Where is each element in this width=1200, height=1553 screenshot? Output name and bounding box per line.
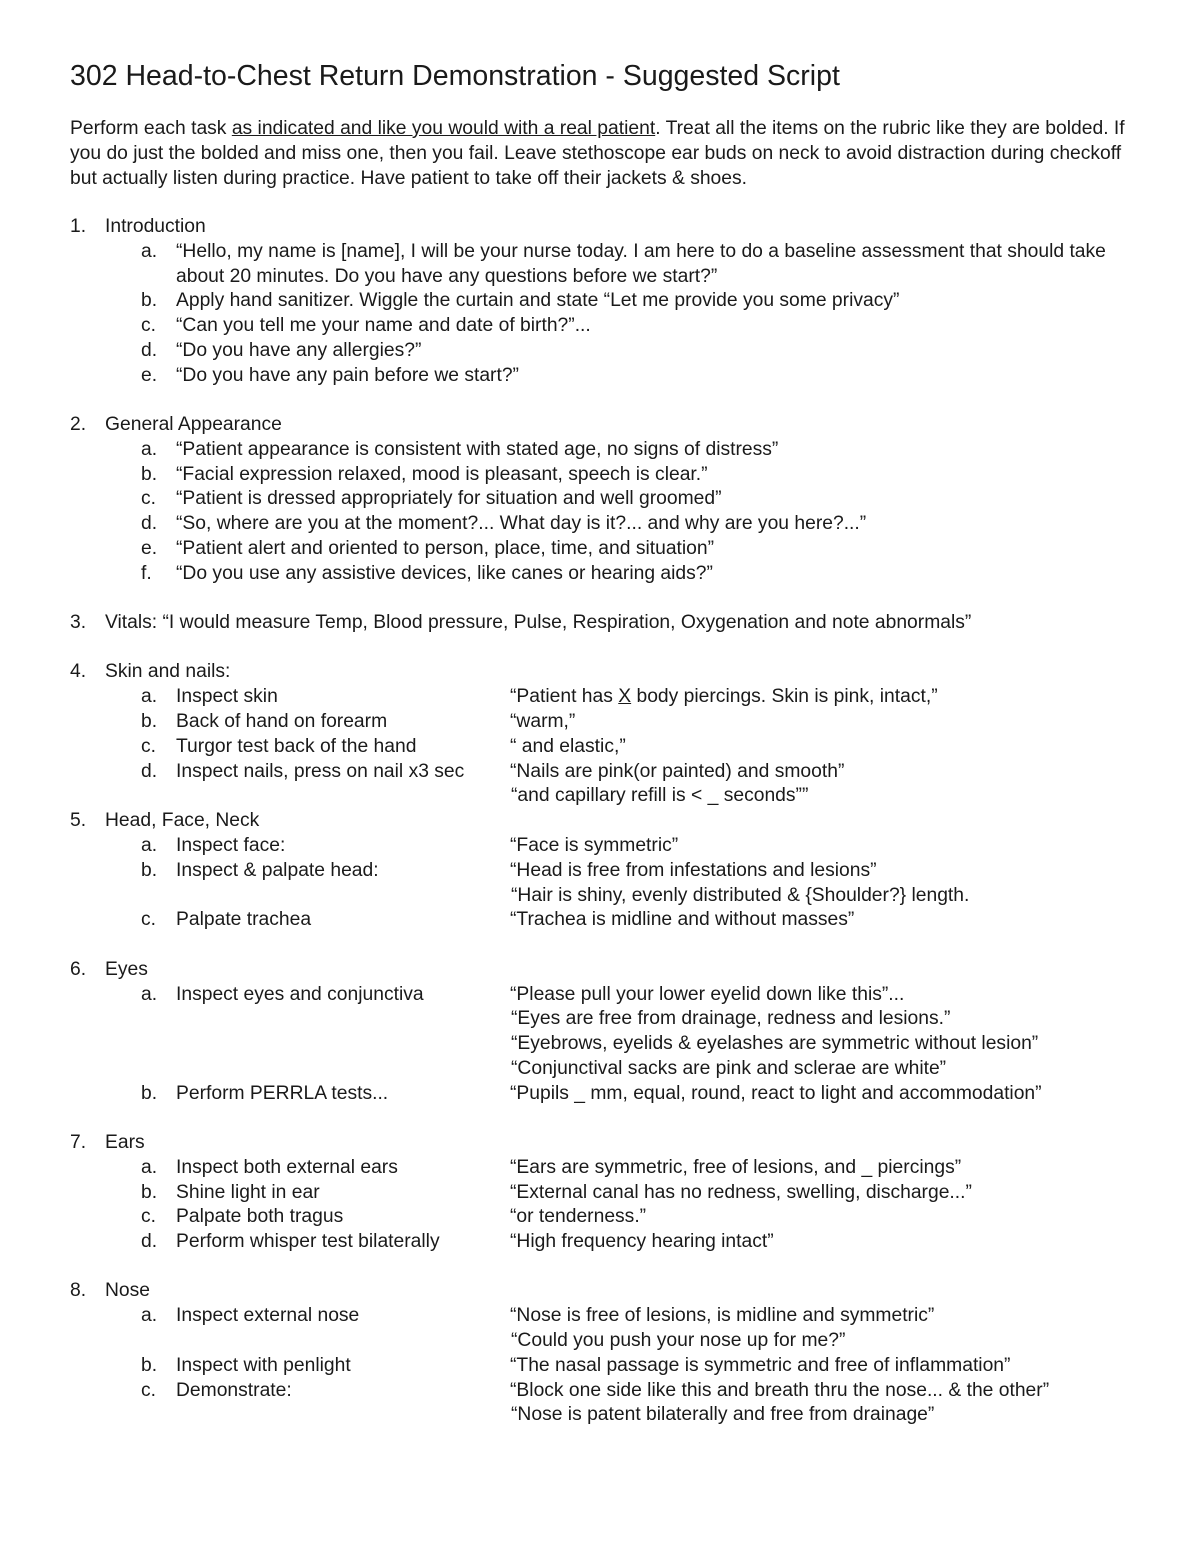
continuation-line: “Eyebrows, eyelids & eyelashes are symmetric without lesion” [511, 1033, 1039, 1055]
list-item: d. “Do you have any allergies?” [141, 339, 422, 361]
list-item: b. Apply hand sanitizer. Wiggle the curtain and state “Let me provide you some privacy” [141, 290, 900, 312]
table-row: a. Inspect external nose “Nose is free of lesions, is midline and symmetric” [141, 1305, 935, 1327]
table-row: c. Palpate trachea “Trachea is midline and without masses” [141, 909, 855, 931]
section-head-face-neck: 5. Head, Face, Neck a. Inspect face: “Face is symmetric” b. Inspect & palpate head: “Head is free from infestations and lesions” “Hair is shiny, evenly distributed & {Shoulder?} length. c. Palpate trachea “Trachea is midline and without masses” [70, 809, 1140, 933]
section-heading: Ears [105, 1132, 145, 1153]
continuation-line: “Conjunctival sacks are pink and sclerae are white” [511, 1057, 947, 1079]
list-item: a. “Hello, my name is [name], I will be your nurse today. I am here to do a baseline assessment that should take about 20 minutes. Do you have any questions before we start?” [141, 240, 1106, 287]
table-row: a. Inspect both external ears “Ears are symmetric, free of lesions, and _ piercings” [141, 1156, 962, 1178]
list-item: e. “Patient alert and oriented to person, place, time, and situation” [141, 538, 715, 560]
list-item: a. “Patient appearance is consistent with stated age, no signs of distress” [141, 438, 779, 460]
table-row: b. Shine light in ear “External canal has no redness, swelling, discharge...” [141, 1181, 972, 1203]
table-row: b. Perform PERRLA tests... “Pupils _ mm, equal, round, react to light and accommodation” [141, 1082, 1042, 1104]
continuation-line: “Nose is patent bilaterally and free from drainage” [511, 1404, 935, 1426]
list-item: e. “Do you have any pain before we start?” [141, 364, 519, 386]
section-nose: 8. Nose a. Inspect external nose “Nose is free of lesions, is midline and symmetric” “Could you push your nose up for me?” b. Inspect with penlight “The nasal passage is symmetric and free of inflammation” c. Demonstrate: “Block one side like this and breath thru the nose... & the other” “Nose is patent bilaterally and free from drainage” [70, 1279, 1140, 1428]
section-heading: Skin and nails: [105, 661, 231, 683]
list-item: b. “Facial expression relaxed, mood is pleasant, speech is clear.” [141, 463, 708, 485]
section-general-appearance: 2. General Appearance a. “Patient appearance is consistent with stated age, no signs of distress” b. “Facial expression relaxed, mood is pleasant, speech is clear.” c. “Patient is dressed appropriately for situation and well groomed” d. “So, where are you at the moment?... What day is it?... and why are you here?...” e. “Patient alert and oriented to person, place, time, and situation” f. “Do you use any assistive devices, like canes or hearing aids?” [70, 413, 1140, 587]
continuation-line: “Could you push your nose up for me?” [511, 1330, 846, 1352]
continuation-line: “and capillary refill is < _ seconds”” [511, 785, 809, 807]
list-item: d. “So, where are you at the moment?... What day is it?... and why are you here?...” [141, 513, 867, 535]
section-heading: Head, Face, Neck [105, 810, 260, 832]
document-page [70, 58, 1140, 1428]
section-ears: 7. Ears a. Inspect both external ears “Ears are symmetric, free of lesions, and _ piercings” b. Shine light in ear “External canal has no redness, swelling, discharge...” c. Palpate both tragus “or tenderness.” d. Perform whisper test bilaterally “High frequency hearing intact” [70, 1131, 1140, 1255]
table-row: c. Palpate both tragus “or tenderness.” [141, 1206, 647, 1228]
page-title: 302 Head-to-Chest Return Demonstration - Suggested Script [70, 60, 840, 92]
section-heading: Nose [105, 1280, 151, 1302]
table-row: a. Inspect eyes and conjunctiva “Please pull your lower eyelid down like this”... [141, 983, 905, 1005]
table-row: c. Demonstrate: “Block one side like this and breath thru the nose... & the other” [141, 1379, 1050, 1401]
continuation-line: “Hair is shiny, evenly distributed & {Shoulder?} length. [511, 884, 970, 906]
list-item: c. “Can you tell me your name and date of birth?”... [141, 315, 591, 337]
underlined-instruction: as indicated and like you would with a real patient [231, 118, 656, 139]
table-row: c. Turgor test back of the hand “ and elastic,” [141, 735, 626, 757]
list-item: f. “Do you use any assistive devices, like canes or hearing aids?” [141, 562, 713, 584]
section-vitals: 3. Vitals: “I would measure Temp, Blood pressure, Pulse, Respiration, Oxygenation and note abnormals” [70, 612, 972, 634]
section-eyes: 6. Eyes a. Inspect eyes and conjunctiva “Please pull your lower eyelid down like this”... “Eyes are free from drainage, redness and lesions.” “Eyebrows, eyelids & eyelashes are symmetric without lesion” “Conjunctival sacks are pink and sclerae are white” b. Perform PERRLA tests... “Pupils _ mm, equal, round, react to light and accommodation” [70, 958, 1140, 1107]
section-introduction: 1. Introduction a. “Hello, my name is [name], I will be your nurse today. I am here to do a baseline assessment that should take about 20 minutes. Do you have any questions before we start?” b. Apply hand sanitizer. Wiggle the curtain and state “Let me provide you some privacy” c. “Can you tell me your name and date of birth?”... d. “Do you have any allergies?” e. “Do you have any pain before we start?” [70, 215, 1140, 389]
section-heading: Eyes [105, 958, 148, 980]
list-item: c. “Patient is dressed appropriately for situation and well groomed” [141, 488, 722, 510]
table-row: b. Inspect & palpate head: “Head is free from infestations and lesions” [141, 859, 877, 881]
section-skin-nails: 4. Skin and nails: a. Inspect skin “Patient has X body piercings. Skin is pink, intact,” b. Back of hand on forearm “warm,” c. Turgor test back of the hand “ and elastic,” d. Inspect nails, press on nail x3 sec “Nails are pink(or painted) and smooth” “and capillary refill is < _ seconds”” [70, 660, 1140, 809]
table-row: b. Inspect with penlight “The nasal passage is symmetric and free of inflammation” [141, 1354, 1011, 1376]
instructions-paragraph: Perform each task as indicated and like you would with a real patient. Treat all the items on the rubric like they are bolded. If you do just the bolded and miss one, then you fail. Leave stethoscope ear buds on neck to avoid distraction during checkoff but actually listen during practice. Have patient to take off their jackets & shoes. [70, 118, 1125, 189]
table-row: b. Back of hand on forearm “warm,” [141, 711, 576, 733]
continuation-line: “Eyes are free from drainage, redness and lesions.” [511, 1008, 951, 1030]
table-row: d. Perform whisper test bilaterally “High frequency hearing intact” [141, 1231, 774, 1253]
table-row: a. Inspect face: “Face is symmetric” [141, 835, 679, 857]
section-heading: General Appearance [105, 414, 282, 436]
section-heading: Introduction [105, 216, 206, 237]
table-row: d. Inspect nails, press on nail x3 sec “Nails are pink(or painted) and smooth” [141, 760, 845, 782]
table-row: a. Inspect skin “Patient has X body piercings. Skin is pink, intact,” [141, 686, 938, 708]
